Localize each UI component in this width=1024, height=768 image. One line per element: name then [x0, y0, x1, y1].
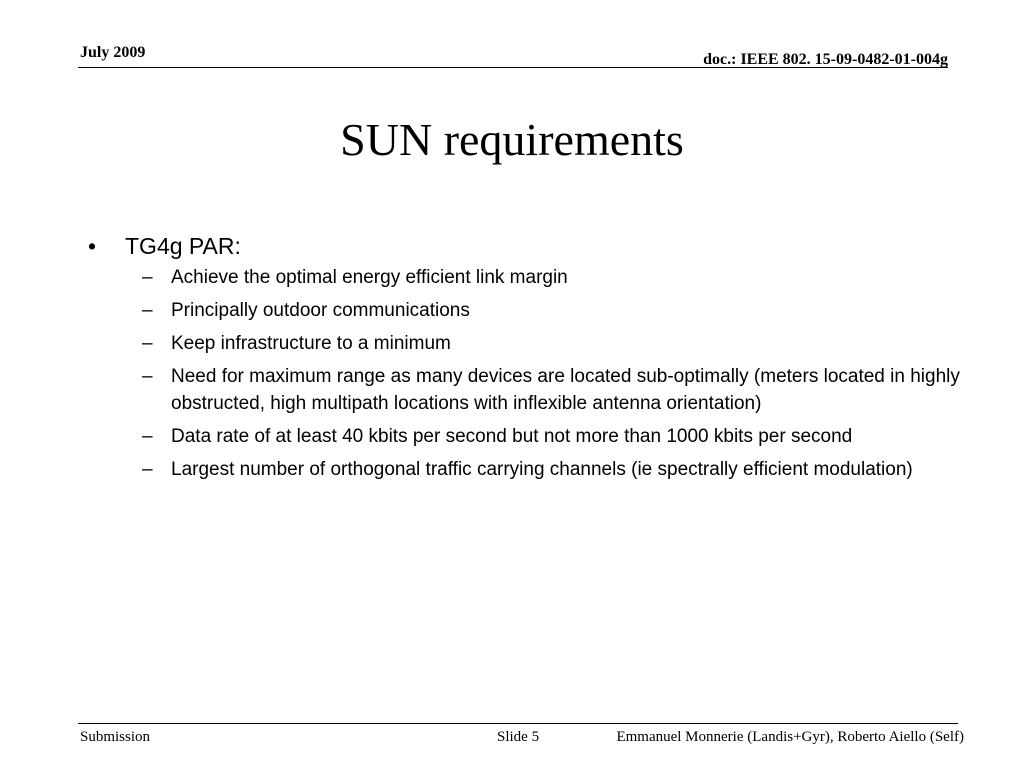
sub-bullet-marker: –: [142, 459, 153, 480]
header-date: July 2009: [80, 44, 146, 61]
slide-body: [88, 230, 968, 489]
sub-bullet-item: [88, 330, 968, 357]
header-doc-id: doc.: IEEE 802. 15-09-0482-01-004g: [703, 51, 948, 68]
bullet-text: TG4g PAR:: [125, 233, 241, 259]
sub-bullet-text: Largest number of orthogonal traffic carrying channels (ie spectrally efficient modulation): [171, 459, 913, 480]
footer-author: Emmanuel Monnerie (Landis+Gyr), Roberto Aiello (Self): [616, 729, 964, 745]
sub-bullet-list: [88, 264, 968, 483]
sub-bullet-text: Achieve the optimal energy efficient link margin: [171, 267, 568, 288]
sub-bullet-item: [88, 456, 968, 483]
slide-title: SUN requirements: [340, 114, 684, 165]
sub-bullet-marker: –: [142, 267, 153, 288]
bullet-item: [88, 230, 968, 262]
sub-bullet-text: Keep infrastructure to a minimum: [171, 333, 451, 354]
footer-submission: Submission: [80, 729, 151, 745]
sub-bullet-text: Need for maximum range as many devices are located sub-optimally (meters located in highly obstructed, high multipath locations with inflexible antenna orientation): [171, 366, 960, 414]
sub-bullet-text: Data rate of at least 40 kbits per second but not more than 1000 kbits per second: [171, 426, 853, 447]
sub-bullet-marker: –: [142, 333, 153, 354]
header-divider: [78, 67, 948, 68]
sub-bullet-item: [88, 423, 968, 450]
footer-slide-number: Slide 5: [497, 729, 540, 745]
footer-divider: [78, 723, 958, 724]
sub-bullet-item: [88, 297, 968, 324]
sub-bullet-item: [88, 264, 968, 291]
sub-bullet-marker: –: [142, 426, 153, 447]
sub-bullet-marker: –: [142, 366, 153, 387]
sub-bullet-marker: –: [142, 300, 153, 321]
sub-bullet-item: [88, 363, 968, 417]
bullet-marker: •: [88, 233, 97, 259]
sub-bullet-text: Principally outdoor communications: [171, 300, 470, 321]
